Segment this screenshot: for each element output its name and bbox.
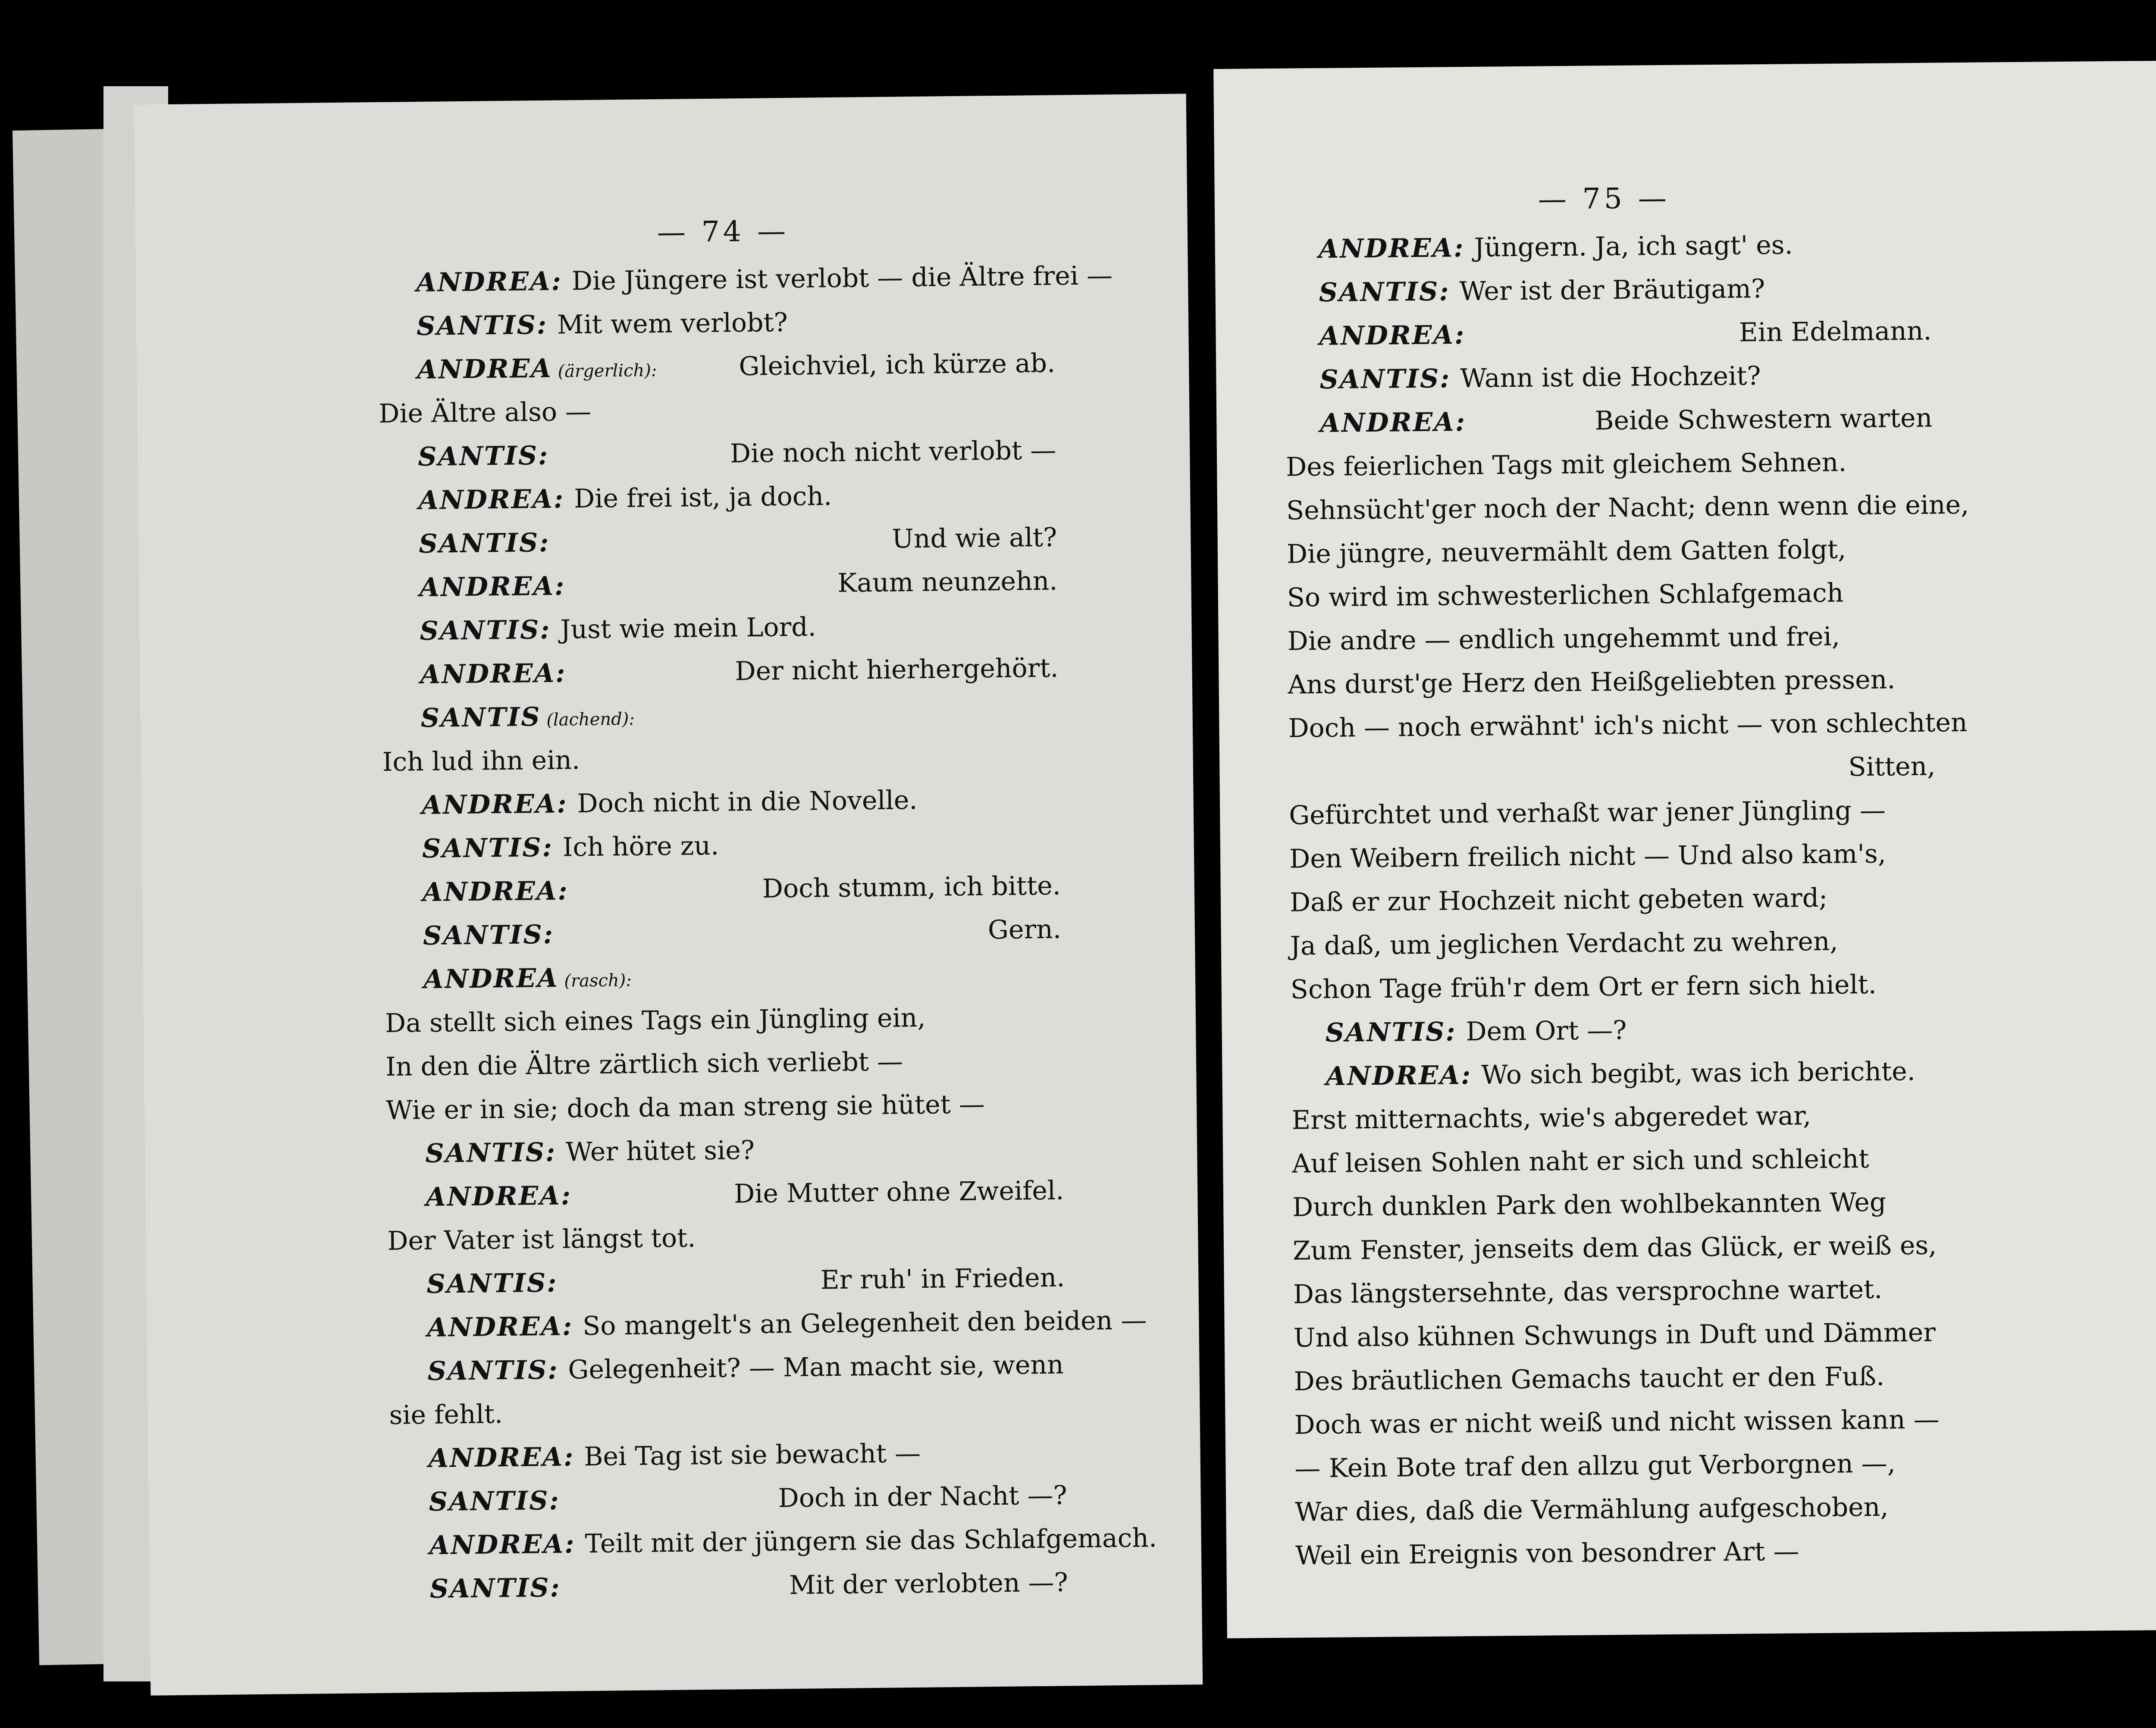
line-text: War dies, daß die Vermählung aufgeschoben, — [1295, 1492, 1889, 1528]
text-line — [416, 307, 788, 342]
speaker-name: ANDREA: — [418, 484, 565, 516]
line-text: sie fehlt. — [389, 1399, 503, 1431]
text-line — [1288, 664, 1896, 700]
speaker-name: SANTIS: — [1325, 1017, 1457, 1048]
line-text: Die andre — endlich ungehemmt und frei, — [1287, 621, 1840, 657]
speaker-name: ANDREA: — [419, 571, 566, 603]
speaker-name: SANTIS: — [427, 1355, 559, 1387]
text-line — [1325, 1017, 1626, 1046]
right-page-number: — 75 — — [1538, 181, 1670, 216]
speaker-name: ANDREA: — [428, 1442, 575, 1474]
text-line — [1291, 1101, 1811, 1136]
line-text: — Kein Bote traf den allzu gut Verborgnen —, — [1294, 1448, 1896, 1484]
line-text: Die frei ist, ja doch. — [573, 481, 832, 514]
right-page — [1213, 60, 2156, 1638]
stage-direction: (rasch): — [558, 970, 632, 991]
line-text: Erst mitternachts, wie's abgeredet war, — [1291, 1101, 1811, 1136]
line-text: Der Vater ist längst tot. — [387, 1223, 696, 1256]
line-text: Die Jüngere ist verlobt — die Ältre frei — — [571, 260, 1113, 297]
line-text: Beide Schwestern warten — [1595, 403, 1933, 436]
speaker-name: SANTIS: — [417, 440, 549, 473]
text-line — [1294, 1361, 1885, 1397]
speaker-name: ANDREA: — [427, 1311, 573, 1343]
text-line — [425, 1175, 1064, 1212]
text-line — [427, 1349, 1064, 1387]
left-page — [134, 94, 1203, 1695]
line-text: So wird im schwesterlichen Schlafgemach — [1287, 578, 1844, 613]
line-text: Gleichviel, ich kürze ab. — [739, 348, 1056, 382]
speaker-name: ANDREA — [423, 963, 559, 995]
text-line — [1286, 534, 1846, 570]
text-line — [418, 481, 832, 516]
line-text: Die Ältre also — — [378, 396, 592, 429]
text-line — [1292, 1230, 1937, 1266]
line-text: Die Mutter ohne Zweifel. — [733, 1175, 1064, 1209]
text-line — [1288, 707, 1968, 744]
speaker-name: SANTIS: — [429, 1485, 560, 1517]
text-line — [1293, 1274, 1883, 1310]
text-line — [1319, 363, 1761, 393]
line-text: Sitten, — [1848, 751, 1936, 783]
line-text: Doch nicht in die Novelle. — [577, 785, 918, 819]
speaker-name: ANDREA: — [425, 1180, 572, 1212]
speaker-name: SANTIS: — [425, 1137, 557, 1169]
text-line — [429, 1567, 1069, 1604]
line-text: Teilt mit der jüngern sie das Schlafgemach. — [585, 1523, 1157, 1559]
line-text: Des feierlichen Tags mit gleichem Sehnen. — [1285, 447, 1847, 482]
text-line — [1290, 885, 1828, 916]
speaker-name: SANTIS: — [429, 1572, 561, 1604]
left-page-number: — 74 — — [657, 214, 790, 249]
text-line — [423, 914, 1062, 951]
line-text: Ich lud ihn ein. — [382, 745, 580, 777]
text-line — [1326, 1056, 1916, 1092]
line-text: Ans durst'ge Herz den Heißgeliebten pressen. — [1288, 664, 1896, 700]
line-text: Doch in der Nacht —? — [778, 1480, 1068, 1514]
text-line — [387, 1225, 696, 1254]
text-line — [1292, 1143, 1869, 1179]
text-line — [1319, 232, 1793, 262]
line-text: Mit der verlobten —? — [789, 1567, 1069, 1601]
text-line — [419, 566, 1058, 603]
line-text: Wann ist die Hochzeit? — [1460, 361, 1761, 394]
text-line — [1287, 621, 1840, 657]
speaker-name: ANDREA: — [1318, 233, 1465, 264]
line-text: Wer ist der Bräutigam? — [1459, 273, 1765, 307]
line-text: Er ruh' in Frieden. — [820, 1262, 1065, 1296]
line-text: Jüngern. Ja, ich sagt' es. — [1474, 230, 1793, 263]
line-text: Durch dunklen Park den wohlbekannten Weg — [1292, 1187, 1887, 1223]
text-line — [1292, 1187, 1887, 1223]
speaker-name: SANTIS: — [416, 310, 548, 342]
speaker-name: SANTIS: — [1319, 276, 1450, 308]
speaker-name: SANTIS: — [419, 527, 550, 560]
text-line — [1294, 1448, 1896, 1484]
text-line — [1286, 449, 1847, 480]
speaker-name: ANDREA: — [429, 1529, 576, 1561]
line-text: Wie er in sie; doch da man streng sie hütet — — [385, 1089, 985, 1126]
text-line — [422, 870, 1061, 908]
text-line — [1319, 316, 1932, 351]
text-line — [1286, 489, 1969, 526]
speaker-name: SANTIS: — [426, 1268, 558, 1299]
text-line — [420, 653, 1059, 690]
line-text: Das längstersehnte, das versprochne wartet. — [1293, 1274, 1883, 1310]
line-text: Daß er zur Hochzeit nicht gebeten ward; — [1289, 883, 1828, 918]
text-line — [427, 1305, 1147, 1343]
line-text: Doch — noch erwähnt' ich's nicht — von schlechten — [1288, 707, 1968, 744]
line-text: Ja daß, um jeglichen Verdacht zu wehren, — [1290, 926, 1838, 961]
speaker-name: ANDREA: — [416, 266, 563, 298]
text-line — [1287, 578, 1844, 613]
line-text: Weil ein Ereignis von besondrer Art — — [1295, 1536, 1799, 1571]
line-text: Kaum neunzehn. — [837, 566, 1058, 598]
text-line — [385, 1002, 926, 1039]
speaker-name: SANTIS: — [422, 832, 554, 864]
line-text: Doch was er nicht weiß und nicht wissen kann — — [1294, 1404, 1940, 1440]
text-line — [385, 1046, 903, 1082]
line-text: Des bräutlichen Gemachs taucht er den Fuß. — [1294, 1361, 1885, 1397]
text-line — [417, 435, 1056, 473]
speaker-name: ANDREA: — [1320, 407, 1467, 438]
text-line — [1290, 969, 1877, 1005]
speaker-name: SANTIS: — [420, 614, 551, 647]
text-line — [1319, 273, 1765, 308]
line-text: Die noch nicht verlobt — — [730, 435, 1056, 469]
line-text: Mit wem verlobt? — [557, 307, 788, 340]
text-line — [1289, 841, 1886, 872]
text-line — [1295, 1536, 1799, 1571]
text-line — [429, 1480, 1068, 1517]
line-text: Wo sich begibt, was ich berichte. — [1481, 1056, 1916, 1090]
stage-direction: (lachend): — [541, 709, 635, 730]
text-line — [420, 703, 635, 731]
line-text: Den Weibern freilich nicht — Und also kam's, — [1289, 839, 1887, 874]
text-line — [428, 1438, 921, 1474]
speaker-name: SANTIS: — [1319, 363, 1451, 395]
line-text: Der nicht hierhergehört. — [735, 653, 1059, 687]
speaker-name: ANDREA: — [1319, 320, 1466, 351]
text-line — [426, 1262, 1065, 1299]
line-text: Die jüngre, neuvermählt dem Gatten folgt, — [1286, 534, 1846, 570]
text-line — [422, 830, 719, 864]
line-text: Und wie alt? — [891, 522, 1057, 554]
text-line — [423, 963, 632, 995]
text-line — [425, 1137, 755, 1167]
line-text: Gefürchtet und verhaßt war jener Jüngling — — [1288, 795, 1886, 831]
stage-direction: (ärgerlich): — [552, 360, 657, 382]
line-text: So mangelt's an Gelegenheit den beiden — — [582, 1305, 1147, 1342]
line-text: Auf leisen Sohlen naht er sich und schleicht — [1292, 1143, 1869, 1179]
text-line — [1288, 795, 1886, 831]
text-line — [421, 787, 917, 818]
line-text: Da stellt sich eines Tags ein Jüngling ein, — [385, 1002, 926, 1039]
text-line — [1290, 926, 1838, 961]
line-text: Und also kühnen Schwungs in Duft und Dämmer — [1293, 1317, 1936, 1353]
speaker-name: ANDREA: — [422, 876, 569, 908]
text-line — [416, 260, 1113, 298]
text-line — [378, 396, 592, 429]
text-line — [1320, 403, 1933, 438]
text-line — [389, 1399, 503, 1431]
line-text: Ein Edelmann. — [1739, 316, 1932, 348]
speaker-name: ANDREA: — [420, 658, 567, 690]
speaker-name: SANTIS: — [423, 919, 555, 951]
text-line — [386, 1091, 985, 1124]
line-text: Dem Ort —? — [1466, 1015, 1627, 1047]
text-line — [419, 522, 1057, 560]
line-text: Ich höre zu. — [562, 830, 719, 863]
line-text: Zum Fenster, jenseits dem das Glück, er weiß es, — [1292, 1230, 1937, 1266]
text-line — [417, 348, 1056, 385]
line-text: Just wie mein Lord. — [560, 612, 817, 645]
speaker-name: ANDREA: — [1326, 1060, 1472, 1092]
text-line — [420, 612, 817, 647]
line-text: Wer hütet sie? — [565, 1135, 755, 1168]
line-text: In den die Ältre zärtlich sich verliebt — — [385, 1046, 903, 1082]
line-text: Sehnsücht'ger noch der Nacht; denn wenn die eine, — [1286, 489, 1969, 526]
speaker-name: ANDREA: — [421, 789, 568, 820]
text-line — [1295, 1492, 1889, 1528]
text-line — [429, 1525, 1157, 1559]
line-text: Bei Tag ist sie bewacht — — [584, 1438, 921, 1472]
speaker-name: SANTIS — [420, 702, 541, 733]
line-text: Doch stumm, ich bitte. — [762, 870, 1061, 904]
line-text: Gern. — [987, 914, 1062, 945]
text-line — [382, 747, 580, 775]
line-text: Schon Tage früh'r dem Ort er fern sich hielt. — [1290, 969, 1877, 1005]
line-text: Gelegenheit? — Man macht sie, wenn — [568, 1349, 1064, 1385]
text-line — [1294, 1404, 1940, 1440]
text-line — [1293, 1317, 1936, 1353]
speaker-name: ANDREA — [417, 353, 553, 385]
